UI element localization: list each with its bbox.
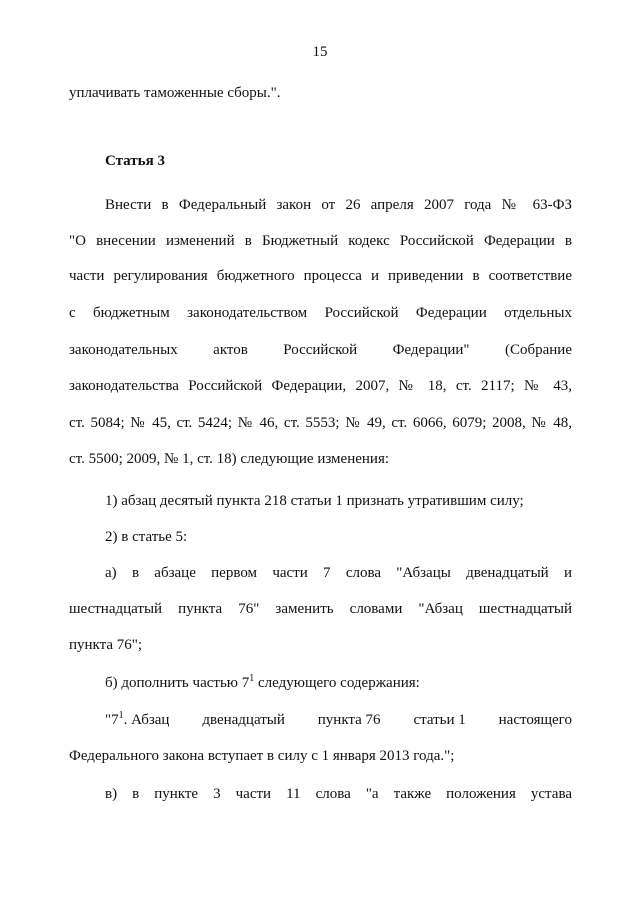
article-heading: Статья 3 [105, 153, 165, 169]
sub-item-a: а) в абзаце первом части 7 слова "Абзацы двенадцатый и [105, 565, 572, 581]
text-line: Федерального закона вступает в силу с 1 января 2013 года."; [69, 748, 455, 764]
word: Российской [283, 342, 358, 358]
sub-item-b-text: б) дополнить частью 7 [105, 675, 250, 691]
page-number: 15 [312, 44, 328, 60]
word: (Собрание [504, 342, 572, 358]
list-item-1: 1) абзац десятый пункта 218 статьи 1 признать утратившим силу; [105, 493, 524, 509]
text-line: ст. 5500; 2009, № 1, ст. 18) следующие изменения: [69, 451, 390, 467]
text-line: с бюджетным законодательством Российской Федерации отдельных [69, 305, 572, 321]
sub-item-c: в) в пункте 3 части 11 слова "а также положения устава [105, 786, 572, 802]
word [105, 710, 169, 730]
word: статьи 1 [413, 712, 466, 728]
list-item-2: 2) в статье 5: [105, 529, 188, 545]
word: пункта 76 [317, 712, 381, 728]
word: законодательных [69, 342, 178, 358]
text-line: Внести в Федеральный закон от 26 апреля 2007 года № 63-ФЗ [105, 197, 572, 213]
word: актов [213, 342, 248, 358]
quote-start: "7 [105, 712, 119, 728]
text-line: законодательства Российской Федерации, 2007, № 18, ст. 2117; № 43, [69, 378, 572, 394]
text-line: части регулирования бюджетного процесса и приведении в соответствие [69, 268, 572, 284]
sub-item-b-text-tail: следующего содержания: [254, 675, 420, 691]
word: Федерации" [392, 342, 470, 358]
word: двенадцатый [202, 712, 285, 728]
text-line: ст. 5084; № 45, ст. 5424; № 46, ст. 5553; № 49, ст. 6066, 6079; 2008, № 48, [69, 415, 572, 431]
text-line-closing-quote: уплачивать таможенные сборы.". [69, 85, 281, 101]
quoted-part-line [105, 710, 572, 730]
sub-item-b [105, 673, 572, 693]
word-tail: . Абзац [123, 712, 170, 728]
text-line-spread [69, 340, 572, 360]
text-line: пункта 76"; [69, 637, 143, 653]
text-line: шестнадцатый пункта 76" заменить словами "Абзац шестнадцатый [69, 601, 572, 617]
text-line: "О внесении изменений в Бюджетный кодекс Российской Федерации в [69, 233, 572, 249]
superscript: 1 [249, 673, 255, 684]
word: настоящего [498, 712, 572, 728]
superscript: 1 [118, 710, 124, 721]
